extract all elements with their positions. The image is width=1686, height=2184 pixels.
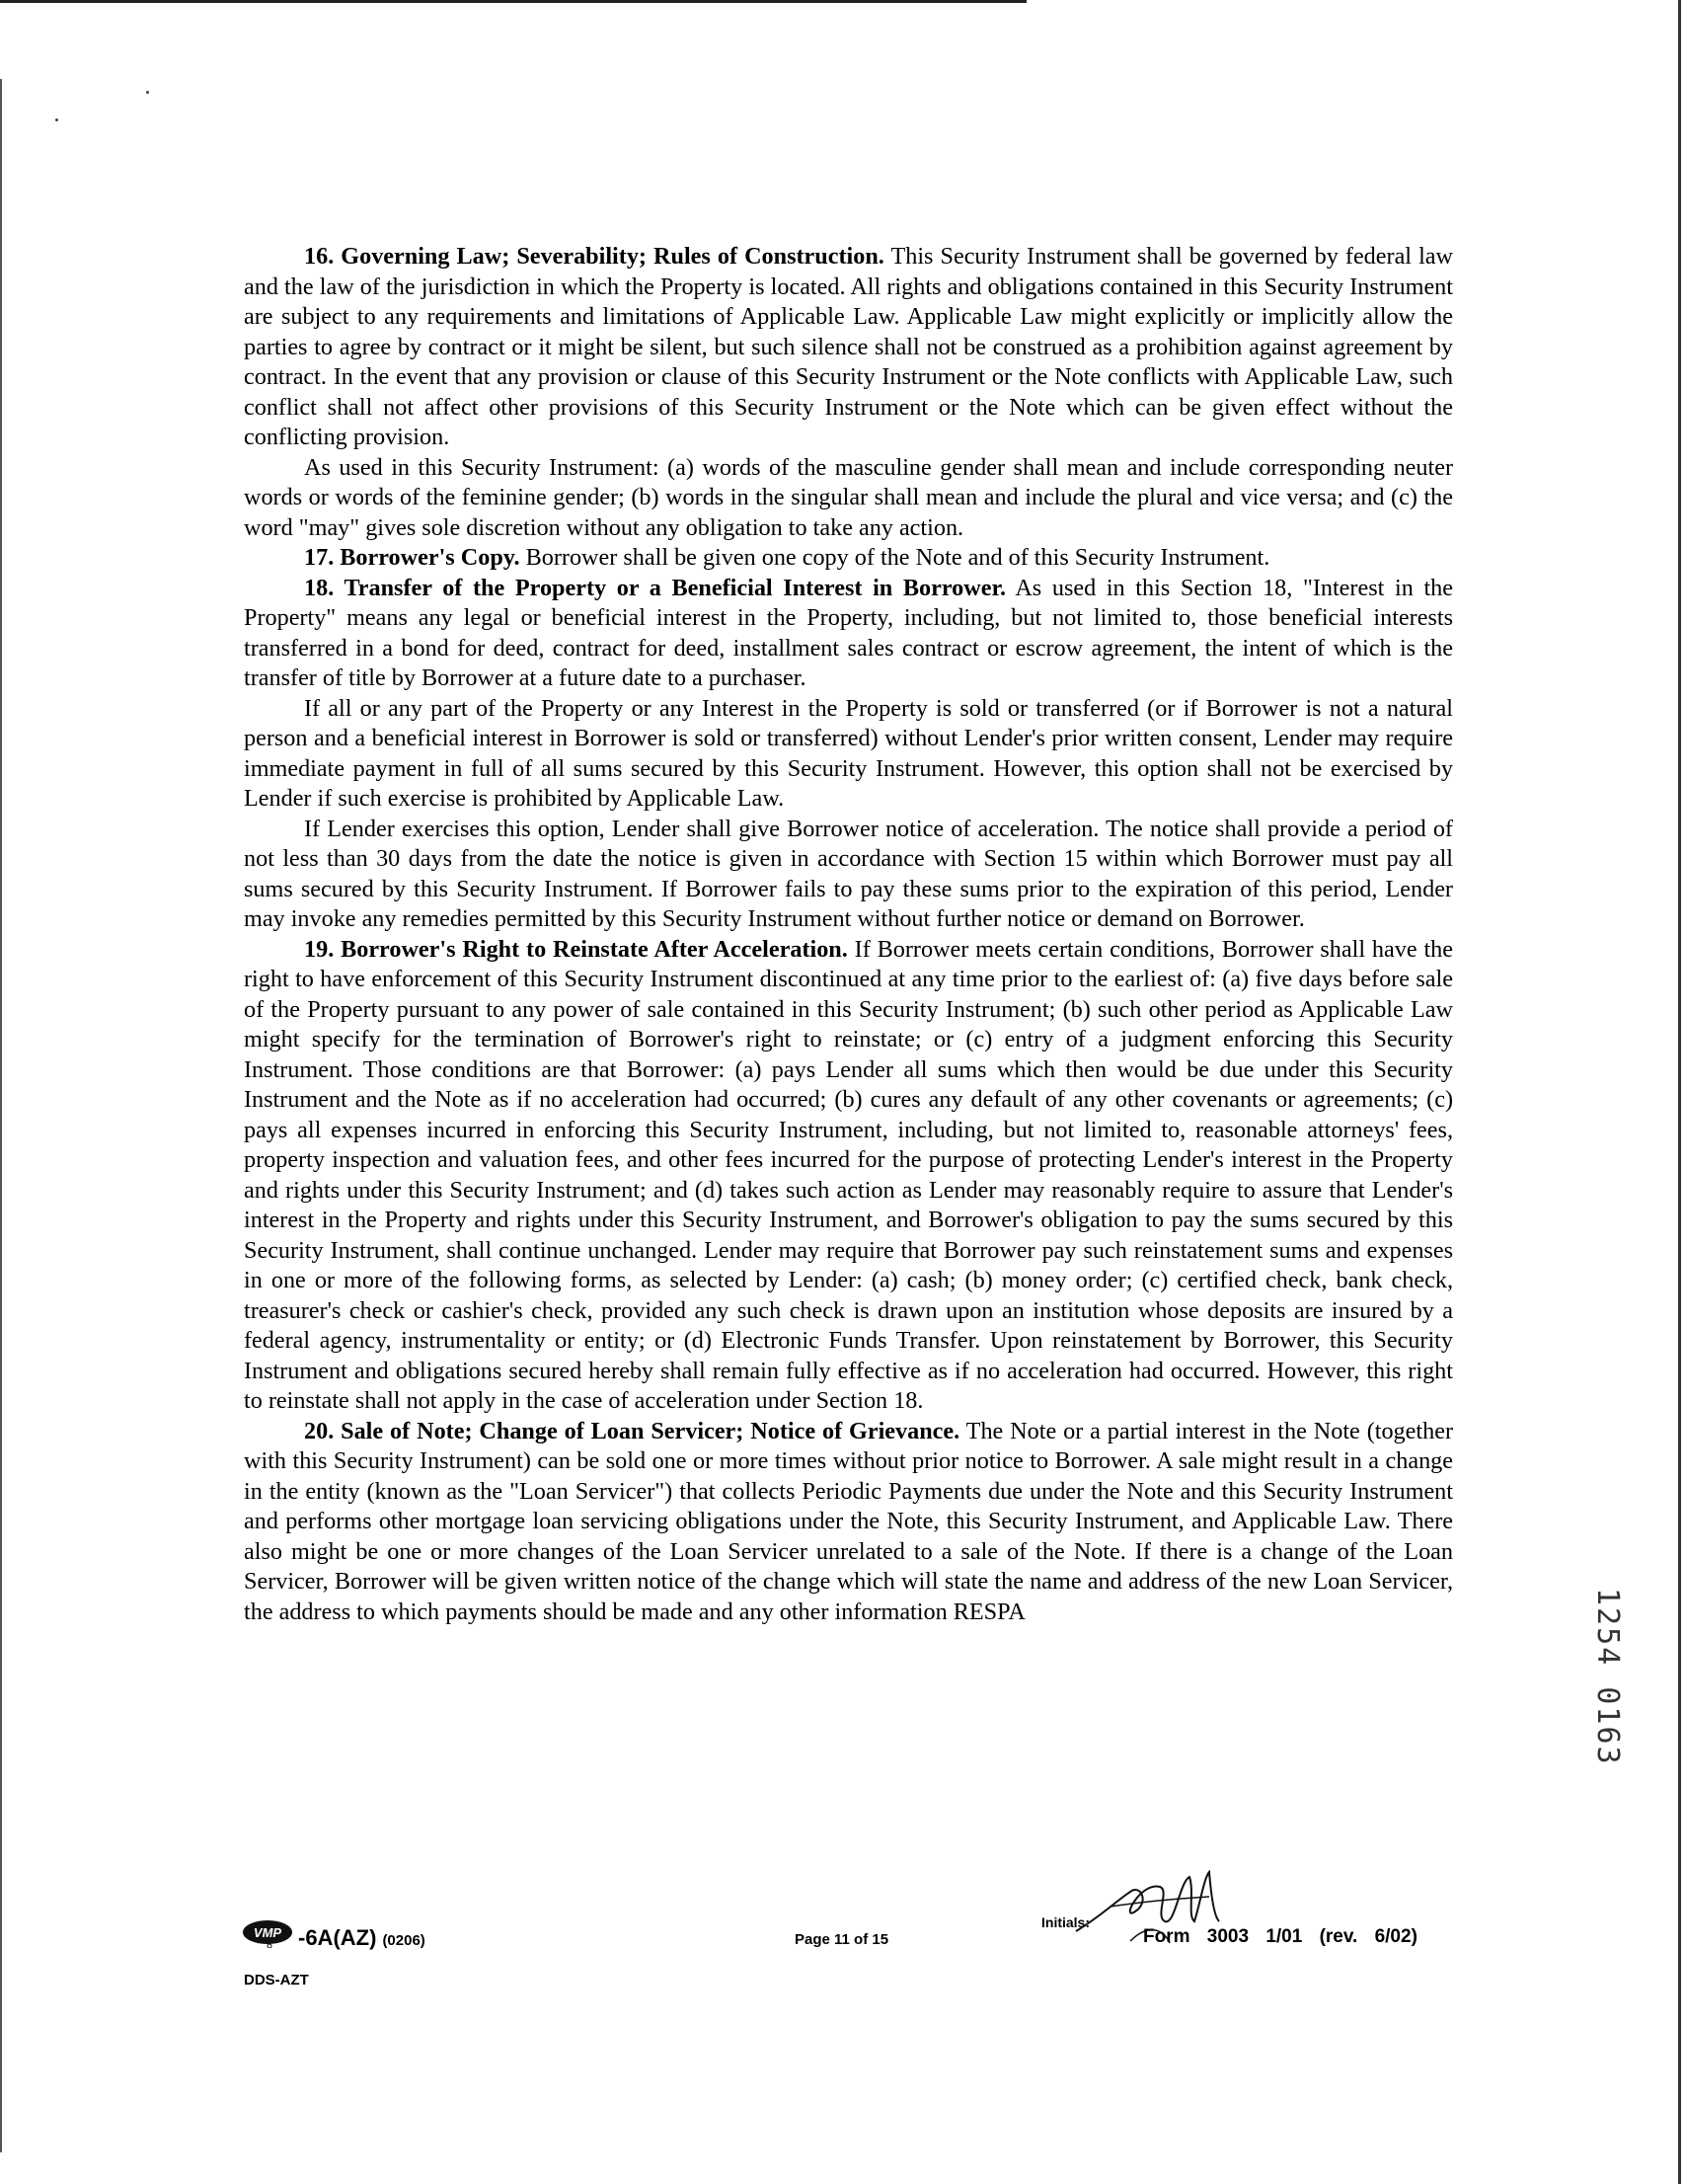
paragraph-17 [244, 543, 1453, 574]
paragraph-20 [244, 1417, 1453, 1628]
paragraph-16 [244, 242, 1453, 453]
paragraph-text: As used in this Security Instrument: (a) words of the masculine gender shall mean and include corresponding neuter words or words of the feminine gender; (b) words in the singular shall mean and include the plural and vice versa; and (c) the word "may" gives sole discretion without any obligation to take any action. [244, 453, 1453, 541]
section-heading: 20. Sale of Note; Change of Loan Servicer; Notice of Grievance. [304, 1417, 960, 1444]
section-heading: 19. Borrower's Right to Reinstate After Acceleration. [304, 935, 848, 963]
paragraph-18 [244, 574, 1453, 694]
paragraph-text: Borrower shall be given one copy of the Note and of this Security Instrument. [519, 544, 1270, 571]
scan-edge-top [0, 0, 1027, 3]
paragraph-text: If Borrower meets certain conditions, Borrower shall have the right to have enforcement of this Security Instrument discontinued at any time prior to the earliest of: (a) five days before sale of the Property pursuant to any power of sale contained in this Security Instrument; (b) such other period as Applicable Law might specify for the termination of Borrower's right to reinstate; or (c) entry of a judgment enforcing this Security Instrument. Those conditions are that Borrower: (a) pays Lender all sums which then would be due under this Security Instrument and the Note as if no acceleration had occurred; (b) cures any default of any other covenants or agreements; (c) pays all expenses incurred in enforcing this Security Instrument, including, but not limited to, reasonable attorneys' fees, property inspection and valuation fees, and other fees incurred for the purpose of protecting Lender's interest in the Property and rights under this Security Instrument; and (d) takes such action as Lender may reasonably require to assure that Lender's interest in the Property and rights under this Security Instrument, and Borrower's obligation to pay the sums secured by this Security Instrument, shall continue unchanged. Lender may require that Borrower pay such reinstatement sums and expenses in one or more of the following forms, as selected by Lender: (a) cash; (b) money order; (c) certified check, bank check, treasurer's check or cashier's check, provided any such check is drawn upon an institution whose deposits are insured by a federal agency, instrumentality or entity; or (d) Electronic Funds Transfer. Upon reinstatement by Borrower, this Security Instrument and obligations secured hereby shall remain fully effective as if no acceleration had occurred. However, this right to reinstate shall not apply in the case of acceleration under Section 18. [244, 935, 1453, 1414]
recording-stamp: 1254 0163 [1590, 1588, 1625, 1766]
form-code-suffix: (0206) [382, 1932, 425, 1949]
scan-edge-left [0, 79, 2, 2152]
section-heading: 16. Governing Law; Severability; Rules of Construction. [304, 243, 884, 270]
vmp-logo-text: VMP [253, 1925, 282, 1940]
paragraph-text: If Lender exercises this option, Lender shall give Borrower notice of acceleration. The notice shall provide a period of not less than 30 days from the date the notice is given in accordance with Section 15 within which Borrower must pay all sums secured by this Security Instrument. If Borrower fails to pay these sums prior to the expiration of this period, Lender may invoke any remedies permitted by this Security Instrument without further notice or demand on Borrower. [244, 815, 1453, 932]
paragraph-text: This Security Instrument shall be governed by federal law and the law of the jurisdiction in which the Property is located. All rights and obligations contained in this Security Instrument are subject to any requirements and limitations of Applicable Law. Applicable Law might explicitly or implicitly allow the parties to agree by contract or it might be silent, but such silence shall not be construed as a prohibition against agreement by contract. In the event that any provision or clause of this Security Instrument or the Note conflicts with Applicable Law, such conflict shall not affect other provisions of this Security Instrument or the Note which can be given effect without the conflicting provision. [244, 243, 1453, 450]
form-code-main: -6A(AZ) [298, 1925, 377, 1950]
paragraph-19 [244, 935, 1453, 1417]
section-heading: 17. Borrower's Copy. [304, 544, 520, 571]
scan-speck [146, 91, 149, 94]
scan-edge-right [1678, 0, 1681, 2184]
form-reference: Form 3003 1/01 (rev. 6/02) [1143, 1926, 1418, 1947]
paragraph-18-acceleration [244, 815, 1453, 935]
paragraph-text: If all or any part of the Property or any Interest in the Property is sold or transferred (or if Borrower is not a natural person and a beneficial interest in Borrower is sold or transferred) without Lender's prior written consent, Lender may require immediate payment in full of all sums secured by this Security Instrument. However, this option shall not be exercised by Lender if such exercise is prohibited by Applicable Law. [244, 694, 1453, 812]
paragraph-18-transfer [244, 694, 1453, 815]
section-heading: 18. Transfer of the Property or a Beneficial Interest in Borrower. [304, 574, 1007, 601]
initials-label: Initials: [1041, 1914, 1091, 1930]
document-body [244, 242, 1453, 1627]
paragraph-16-construction [244, 453, 1453, 544]
vmp-logo-icon [242, 1918, 297, 1948]
paragraph-text: The Note or a partial interest in the Note (together with this Security Instrument) can be sold one or more times without prior notice to Borrower. A sale might result in a change in the entity (known as the "Loan Servicer") that collects Periodic Payments due under the Note and this Security Instrument and performs other mortgage loan servicing obligations under the Note, this Security Instrument, and Applicable Law. There also might be one or more changes of the Loan Servicer unrelated to a sale of the Note. If there is a change of the Loan Servicer, Borrower will be given written notice of the change which will state the name and address of the new Loan Servicer, the address to which payments should be made and any other information RESPA [244, 1417, 1453, 1625]
form-code [298, 1925, 425, 1951]
scan-speck [55, 118, 58, 121]
dds-code: DDS-AZT [244, 1972, 309, 1989]
paragraph-text: As used in this Section 18, "Interest in the Property" means any legal or beneficial interest in the Property, including, but not limited to, those beneficial interests transferred in a bond for deed, contract for deed, installment sales contract or escrow agreement, the intent of which is the transfer of title by Borrower at a future date to a purchaser. [244, 574, 1453, 691]
page-number: Page 11 of 15 [795, 1931, 889, 1948]
